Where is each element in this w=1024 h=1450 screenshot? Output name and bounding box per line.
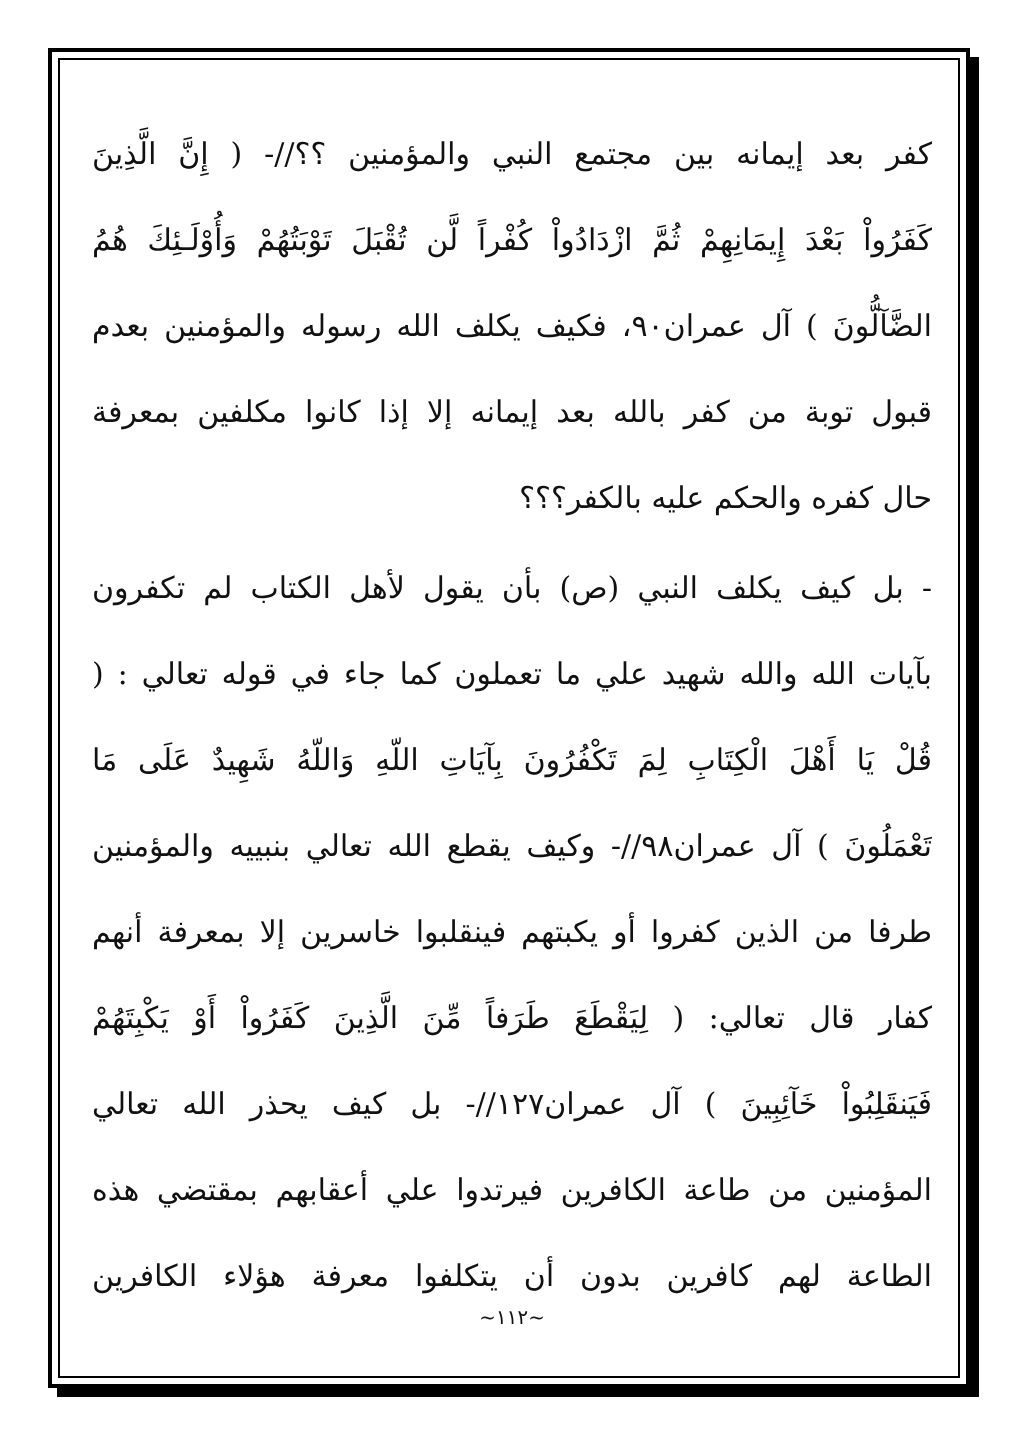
paragraph-2 xyxy=(92,546,932,1320)
text-line: - بل كيف يكلف النبي (ص) بأن يقول لأهل الكتاب لم تكفرون xyxy=(92,571,932,606)
text-line: حال كفره والحكم عليه بالكفر؟؟؟ xyxy=(519,481,932,516)
page-number: ~١١٢~ xyxy=(479,1305,545,1329)
text-line: طرفا من الذين كفروا أو يكبتهم فينقلبوا خاسرين إلا بمعرفة أنهم xyxy=(92,915,932,950)
text-line: كَفَرُواْ بَعْدَ إِيمَانِهِمْ ثُمَّ ازْدَادُواْ كُفْراً لَّن تُقْبَلَ تَوْبَتُهُمْ وَأُوْلَـئِكَ هُمُ xyxy=(92,223,932,258)
text-line: المؤمنين من طاعة الكافرين فيرتدوا علي أعقابهم بمقتضي هذه xyxy=(92,1173,932,1208)
text-line: قُلْ يَا أَهْلَ الْكِتَابِ لِمَ تَكْفُرُونَ بِآيَاتِ اللّهِ وَاللّهُ شَهِيدٌ عَلَى مَا xyxy=(92,743,932,778)
text-line: الطاعة لهم كافرين بدون أن يتكلفوا معرفة هؤلاء الكافرين xyxy=(92,1259,932,1294)
text-line: فَيَنقَلِبُواْ خَآئِبِينَ ) آل عمران١٢٧//- بل كيف يحذر الله تعالي xyxy=(92,1087,932,1122)
text-line: الضَّآلُّونَ ) آل عمران٩٠، فكيف يكلف الله رسوله والمؤمنين بعدم xyxy=(92,309,932,344)
text-line: قبول توبة من كفر بالله بعد إيمانه إلا إذا كانوا مكلفين بمعرفة xyxy=(92,395,932,430)
text-line: تَعْمَلُونَ ) آل عمران٩٨//- وكيف يقطع الله تعالي بنبييه والمؤمنين xyxy=(92,829,932,864)
text-line: كفر بعد إيمانه بين مجتمع النبي والمؤمنين ؟؟//- ( إِنَّ الَّذِينَ xyxy=(92,137,932,172)
page-body xyxy=(92,112,932,1320)
text-line: بآيات الله والله شهيد علي ما تعملون كما جاء في قوله تعالي : ( xyxy=(92,657,932,692)
text-line: كفار قال تعالي: ( لِيَقْطَعَ طَرَفاً مِّنَ الَّذِينَ كَفَرُواْ أَوْ يَكْبِتَهُمْ xyxy=(92,1001,932,1036)
paragraph-1 xyxy=(92,112,932,542)
